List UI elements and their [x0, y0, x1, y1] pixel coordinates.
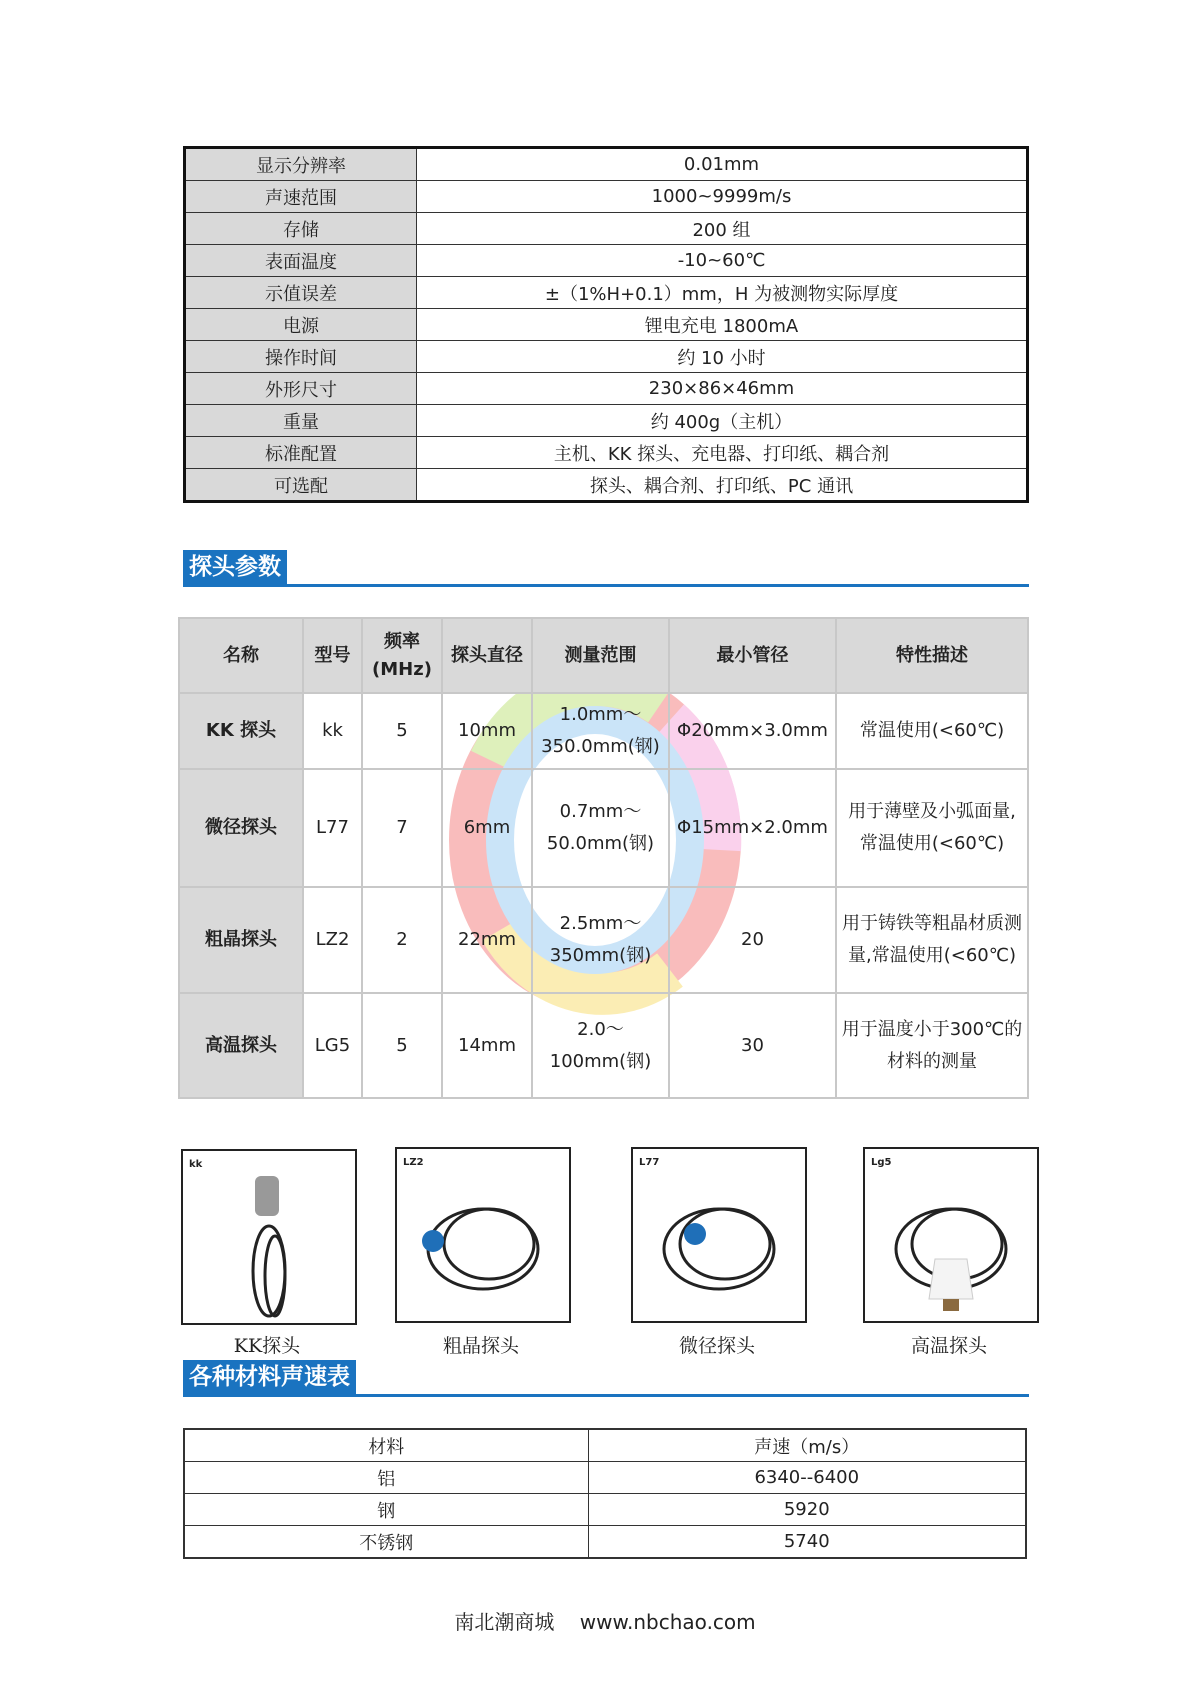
spec-value: 230×86×46mm — [417, 373, 1028, 405]
probe-photo — [395, 1147, 571, 1323]
spec-value: 1000~9999m/s — [417, 181, 1028, 213]
probe-cell: 7 — [362, 769, 442, 887]
table-row — [179, 993, 1028, 1098]
probe-cell: 2.5mm～350mm(钢) — [532, 887, 669, 993]
material-speed-table — [183, 1428, 1027, 1559]
probe-photo — [863, 1147, 1039, 1323]
section-title: 探头参数 — [183, 550, 287, 584]
probe-cable-icon — [183, 1151, 355, 1323]
probe-cell: 2.0～100mm(钢) — [532, 993, 669, 1098]
material-name: 铝 — [184, 1462, 588, 1494]
probe-cell: 1.0mm～350.0mm(钢) — [532, 693, 669, 769]
column-header: 探头直径 — [442, 618, 532, 693]
spec-label: 存储 — [185, 213, 417, 245]
probe-caption: 粗晶探头 — [442, 1335, 519, 1357]
probe-cell: KK 探头 — [179, 693, 303, 769]
spec-label: 表面温度 — [185, 245, 417, 277]
spec-row — [185, 309, 1028, 341]
probe-cell: 粗晶探头 — [179, 887, 303, 993]
spec-row — [185, 148, 1028, 181]
probe-cable-icon — [633, 1149, 805, 1321]
spec-value: 锂电充电 1800mA — [417, 309, 1028, 341]
spec-row — [185, 277, 1028, 309]
table-header-row — [184, 1429, 1026, 1462]
probe-cell: kk — [303, 693, 362, 769]
spec-label: 重量 — [185, 405, 417, 437]
probe-table — [178, 617, 1029, 1099]
probe-cell: 用于温度小于300℃的材料的测量 — [836, 993, 1028, 1098]
spec-label: 操作时间 — [185, 341, 417, 373]
spec-row — [185, 373, 1028, 405]
spec-row — [185, 341, 1028, 373]
probe-caption: 高温探头 — [910, 1335, 987, 1357]
column-header: 特性描述 — [836, 618, 1028, 693]
spec-value: 探头、耦合剂、打印纸、PC 通讯 — [417, 469, 1028, 502]
probe-cell: 5 — [362, 993, 442, 1098]
table-row — [184, 1462, 1026, 1494]
probe-cell: 22mm — [442, 887, 532, 993]
photo-tag: LZ2 — [403, 1157, 424, 1168]
probe-cell: LZ2 — [303, 887, 362, 993]
photo-tag: Lg5 — [871, 1157, 892, 1168]
spec-value: ±（1%H+0.1）mm，H 为被测物实际厚度 — [417, 277, 1028, 309]
probe-cell: 5 — [362, 693, 442, 769]
column-header: 测量范围 — [532, 618, 669, 693]
probe-cell: 高温探头 — [179, 993, 303, 1098]
table-row — [184, 1526, 1026, 1559]
spec-value: 0.01mm — [417, 148, 1028, 181]
sound-speed: 5920 — [588, 1494, 1026, 1526]
spec-label: 电源 — [185, 309, 417, 341]
spec-label: 标准配置 — [185, 437, 417, 469]
probe-cable-icon — [397, 1149, 569, 1321]
footer: 南北潮商城 www.nbchao.com — [454, 1610, 756, 1634]
probe-cell: 用于薄壁及小弧面量, 常温使用(<60℃) — [836, 769, 1028, 887]
column-header: 名称 — [179, 618, 303, 693]
probe-cell: 0.7mm～50.0mm(钢) — [532, 769, 669, 887]
column-header: 型号 — [303, 618, 362, 693]
table-row — [184, 1494, 1026, 1526]
section-header-material — [183, 1360, 1029, 1397]
probe-caption: 微径探头 — [678, 1335, 755, 1357]
probe-cell: 2 — [362, 887, 442, 993]
probe-cable-icon — [865, 1149, 1037, 1321]
probe-photo — [631, 1147, 807, 1323]
probe-cell: 用于铸铁等粗晶材质测量,常温使用(<60℃) — [836, 887, 1028, 993]
column-header: 声速（m/s） — [588, 1429, 1026, 1462]
spec-value: 200 组 — [417, 213, 1028, 245]
spec-label: 外形尺寸 — [185, 373, 417, 405]
spec-table — [183, 146, 1029, 503]
spec-label: 显示分辨率 — [185, 148, 417, 181]
probe-cell: 常温使用(<60℃) — [836, 693, 1028, 769]
column-header: 频率(MHz) — [362, 618, 442, 693]
probe-cell: L77 — [303, 769, 362, 887]
spec-label: 声速范围 — [185, 181, 417, 213]
table-row — [179, 887, 1028, 993]
probe-caption: KK探头 — [233, 1335, 301, 1357]
probe-photo — [181, 1149, 357, 1325]
spec-label: 可选配 — [185, 469, 417, 502]
probe-cell: 30 — [669, 993, 836, 1098]
probe-cell: 微径探头 — [179, 769, 303, 887]
section-title: 各种材料声速表 — [183, 1360, 356, 1394]
photo-tag: kk — [189, 1159, 203, 1170]
sound-speed: 6340--6400 — [588, 1462, 1026, 1494]
spec-value: 约 400g（主机） — [417, 405, 1028, 437]
spec-value: 约 10 小时 — [417, 341, 1028, 373]
table-row — [179, 693, 1028, 769]
material-name: 不锈钢 — [184, 1526, 588, 1559]
spec-value: -10~60℃ — [417, 245, 1028, 277]
probe-cell: 20 — [669, 887, 836, 993]
probe-cell: 10mm — [442, 693, 532, 769]
spec-row — [185, 437, 1028, 469]
spec-label: 示值误差 — [185, 277, 417, 309]
column-header: 最小管径 — [669, 618, 836, 693]
probe-cell: 6mm — [442, 769, 532, 887]
sound-speed: 5740 — [588, 1526, 1026, 1559]
spec-row — [185, 213, 1028, 245]
spec-row — [185, 405, 1028, 437]
spec-row — [185, 181, 1028, 213]
probe-cell: 14mm — [442, 993, 532, 1098]
probe-cell: Φ20mm×3.0mm — [669, 693, 836, 769]
probe-cell: Φ15mm×2.0mm — [669, 769, 836, 887]
probe-cell: LG5 — [303, 993, 362, 1098]
table-row — [179, 769, 1028, 887]
spec-value: 主机、KK 探头、充电器、打印纸、耦合剂 — [417, 437, 1028, 469]
column-header: 材料 — [184, 1429, 588, 1462]
photo-tag: L77 — [639, 1157, 660, 1168]
spec-row — [185, 245, 1028, 277]
material-name: 钢 — [184, 1494, 588, 1526]
section-header-probe — [183, 550, 1029, 587]
spec-row — [185, 469, 1028, 502]
